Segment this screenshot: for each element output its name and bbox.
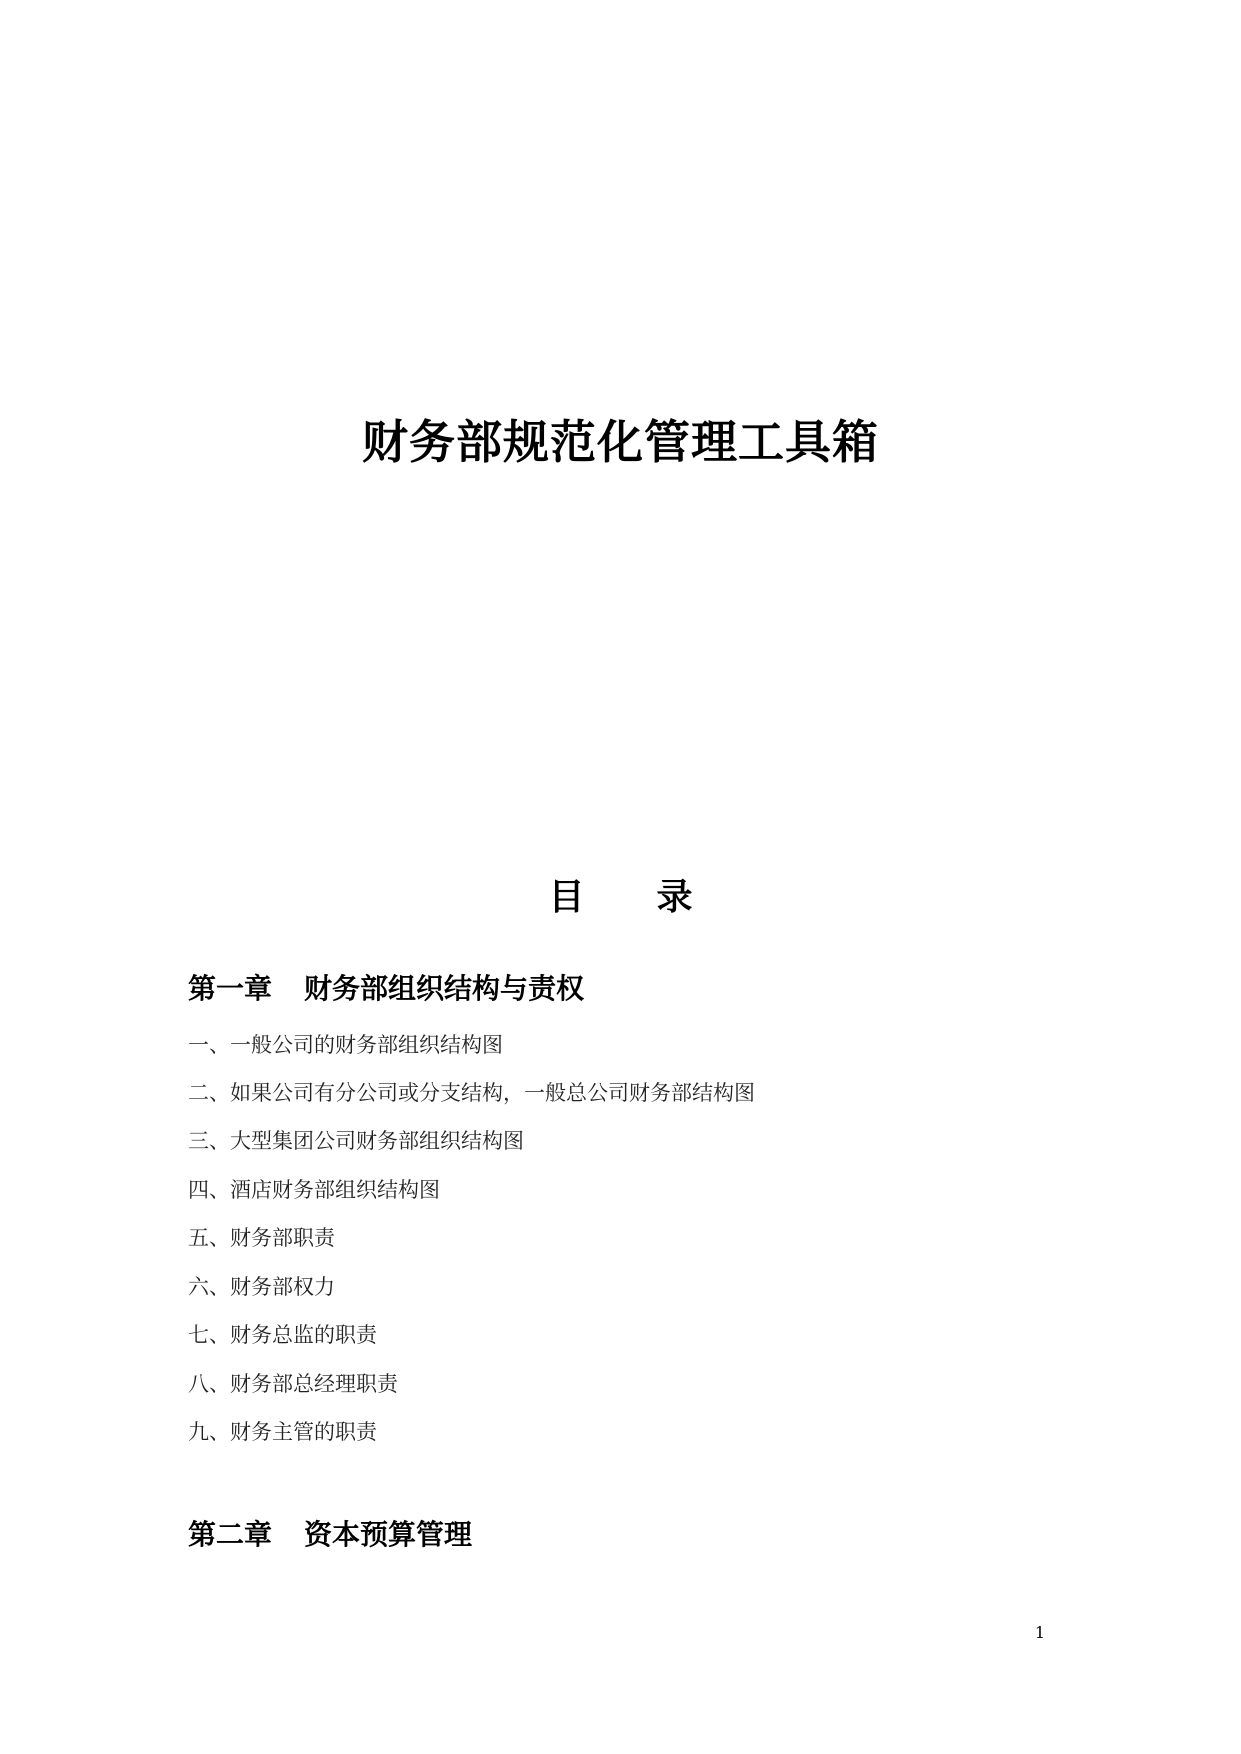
toc-entry[interactable]: 六、财务部权力 xyxy=(188,1275,335,1299)
toc-entry[interactable]: 五、财务部职责 xyxy=(188,1226,335,1250)
toc-heading xyxy=(0,874,1241,920)
toc-entry[interactable]: 八、财务部总经理职责 xyxy=(188,1372,398,1396)
chapter-heading xyxy=(188,1516,472,1554)
toc-entry[interactable]: 三、大型集团公司财务部组织结构图 xyxy=(188,1129,524,1153)
chapter-title: 资本预算管理 xyxy=(304,1518,473,1551)
toc-entry[interactable]: 四、酒店财务部组织结构图 xyxy=(188,1178,440,1202)
toc-heading-left: 目 xyxy=(548,876,585,918)
toc-entry[interactable]: 二、如果公司有分公司或分支结构，一般总公司财务部结构图 xyxy=(188,1081,755,1105)
toc-entry[interactable]: 一、一般公司的财务部组织结构图 xyxy=(188,1033,503,1057)
toc-entry[interactable]: 九、财务主管的职责 xyxy=(188,1420,377,1444)
chapter-number: 第二章 xyxy=(188,1518,273,1551)
chapter-heading xyxy=(188,970,584,1008)
toc-heading-right: 录 xyxy=(656,876,693,918)
toc-entry[interactable]: 七、财务总监的职责 xyxy=(188,1323,377,1347)
document-title: 财务部规范化管理工具箱 xyxy=(362,415,879,469)
page-number: 1 xyxy=(1034,1623,1046,1642)
chapter-title: 财务部组织结构与责权 xyxy=(304,972,585,1005)
chapter-number: 第一章 xyxy=(188,972,273,1005)
